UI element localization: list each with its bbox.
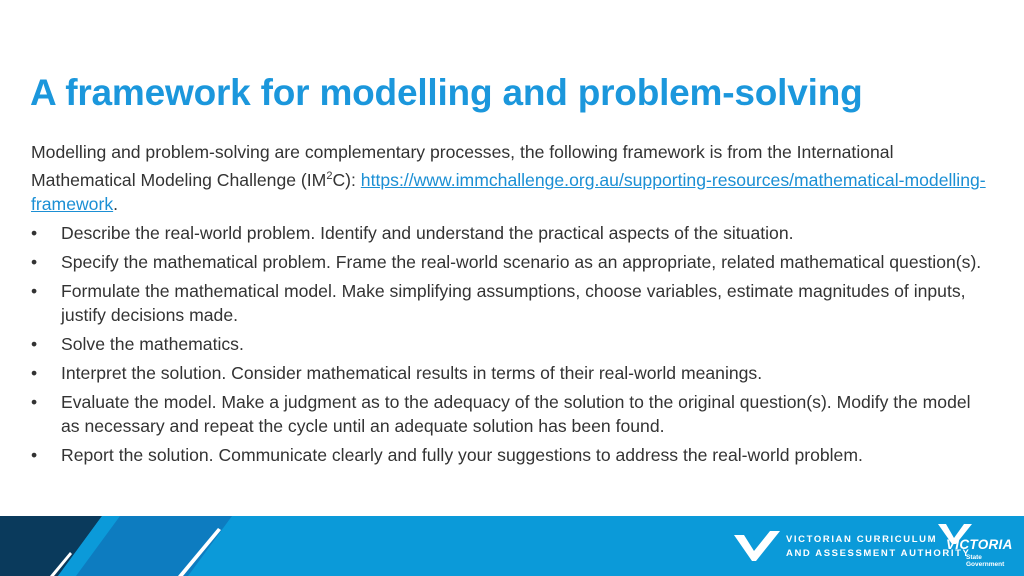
vic-sub-line2: Government: [966, 561, 1005, 568]
footer-stripes-graphic: [0, 516, 260, 576]
bullet-icon: •: [31, 251, 38, 272]
bullet-icon: •: [31, 362, 38, 383]
intro-end: .: [113, 193, 119, 214]
step-text: Specify the mathematical problem. Frame the real-world scenario as an appropriate, related mathematical question(s).: [61, 251, 982, 272]
bullet-icon: •: [31, 391, 38, 412]
list-item: [31, 279, 991, 327]
vcaa-logo: [734, 530, 970, 564]
victoria-subtitle: [966, 554, 1004, 568]
vcaa-tick-icon: [734, 531, 780, 563]
step-text: Formulate the mathematical model. Make simplifying assumptions, choose variables, estimate magnitudes of inputs, justify decisions made.: [61, 280, 966, 325]
footer-banner: [0, 516, 1024, 576]
intro-superscript: 2: [326, 170, 333, 182]
list-item: [31, 390, 991, 438]
vic-sub-line1: State: [966, 554, 982, 561]
list-item: [31, 332, 991, 356]
bullet-icon: •: [31, 333, 38, 354]
slide-content: [31, 140, 991, 467]
intro-text-after: C):: [332, 169, 361, 190]
step-text: Interpret the solution. Consider mathematical results in terms of their real-world meanings.: [61, 362, 763, 383]
list-item: [31, 361, 991, 385]
bullet-icon: •: [31, 222, 38, 243]
list-item: [31, 443, 991, 467]
immchallenge-link[interactable]: https://www.immchallenge.org.au/supporting-resources/mathematical-modelling-framework: [31, 169, 986, 214]
vcaa-line1: VICTORIAN CURRICULUM: [786, 534, 938, 545]
step-text: Evaluate the model. Make a judgment as to the adequacy of the solution to the original question(s). Modify the model as necessary and repeat the cycle until an adequate solution has been found.: [61, 391, 971, 436]
victoria-wordmark: VICTORIA: [946, 537, 1013, 552]
step-text: Solve the mathematics.: [61, 333, 244, 354]
bullet-icon: •: [31, 444, 38, 465]
list-item: [31, 221, 991, 245]
victoria-government-logo: [936, 524, 1016, 570]
framework-steps-list: [31, 221, 991, 467]
intro-paragraph: [31, 140, 991, 216]
step-text: Report the solution. Communicate clearly and fully your suggestions to address the real-world problem.: [61, 444, 863, 465]
step-text: Describe the real-world problem. Identify and understand the practical aspects of the situation.: [61, 222, 794, 243]
list-item: [31, 250, 991, 274]
bullet-icon: •: [31, 280, 38, 301]
intro-text: Modelling and problem-solving are complementary processes, the following framework is from the International Mathematical Modeling Challenge (IM: [31, 142, 894, 190]
vcaa-line2: AND ASSESSMENT AUTHORITY: [786, 548, 971, 559]
slide-title: A framework for modelling and problem-solving: [30, 72, 863, 113]
